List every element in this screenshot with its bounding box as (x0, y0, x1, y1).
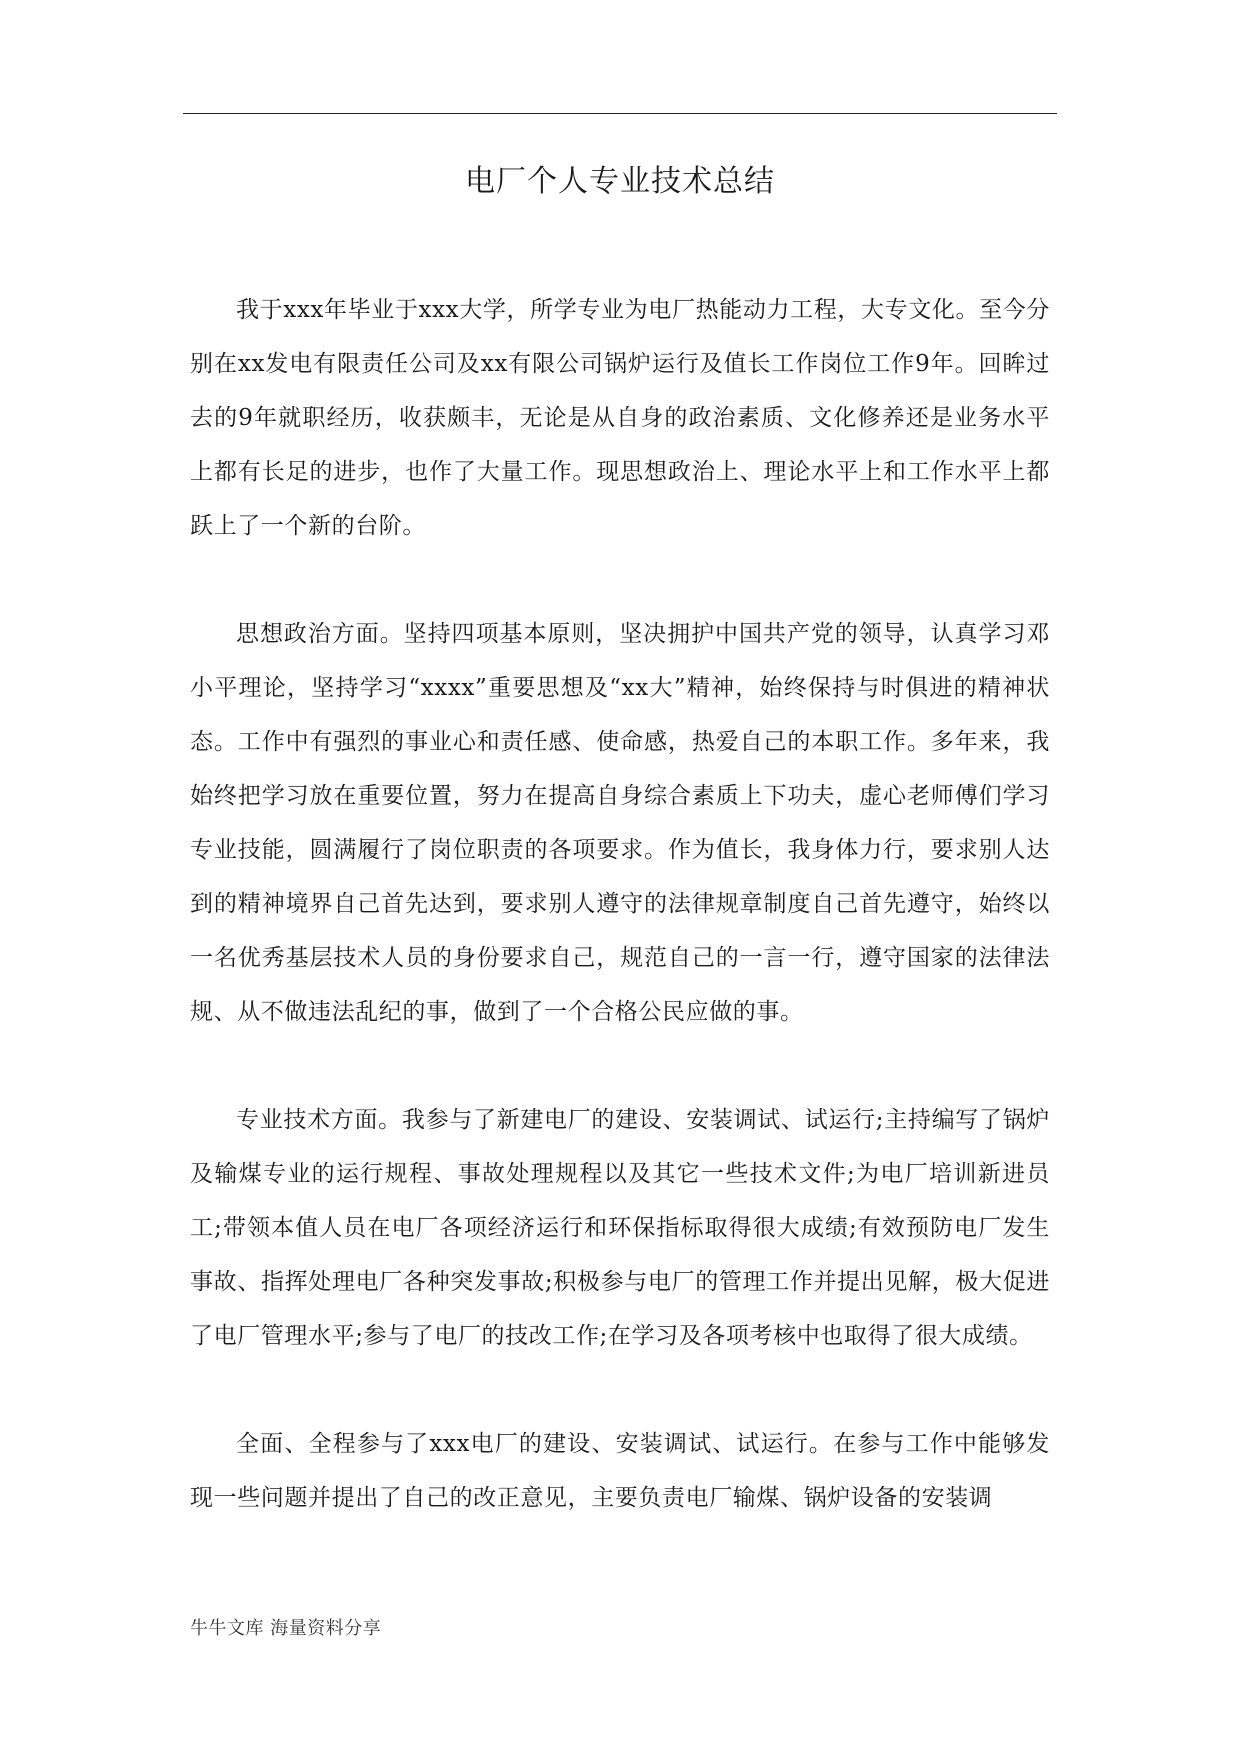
document-body (190, 283, 1050, 1579)
paragraph-technical: 专业技术方面。我参与了新建电厂的建设、安装调试、试运行;主持编写了锅炉及输煤专业的运行规程、事故处理规程以及其它一些技术文件;为电厂培训新进员工;带领本值人员在电厂各项经济运行和环保指标取得很大成绩;有效预防电厂发生事故、指挥处理电厂各种突发事故;积极参与电厂的管理工作并提出见解，极大促进了电厂管理水平;参与了电厂的技改工作;在学习及各项考核中也取得了很大成绩。 (190, 1107, 1050, 1349)
paragraph-education: 我于xxx年毕业于xxx大学，所学专业为电厂热能动力工程，大专文化。至今分别在xx发电有限责任公司及xx有限公司锅炉运行及值长工作岗位工作9年。回眸过去的9年就职经历，收获颇丰，无论是从自身的政治素质、文化修养还是业务水平上都有长足的进步，也作了大量工作。现思想政治上、理论水平上和工作水平上都跃上了一个新的台阶。 (190, 297, 1050, 539)
paragraph-political: 思想政治方面。坚持四项基本原则，坚决拥护中国共产党的领导，认真学习邓小平理论，坚持学习“xxxx”重要思想及“xx大”精神，始终保持与时俱进的精神状态。工作中有强烈的事业心和责任感、使命感，热爱自己的本职工作。多年来，我始终把学习放在重要位置，努力在提高自身综合素质上下功夫，虚心老师傅们学习专业技能，圆满履行了岗位职责的各项要求。作为值长，我身体力行，要求别人达到的精神境界自己首先达到，要求别人遵守的法律规章制度自己首先遵守，始终以一名优秀基层技术人员的身份要求自己，规范自己的一言一行，遵守国家的法律法规、从不做违法乱纪的事，做到了一个合格公民应做的事。 (190, 621, 1050, 1025)
document-title: 电厂个人专业技术总结 (465, 164, 775, 199)
header-rule (183, 113, 1057, 114)
paragraph-construction: 全面、全程参与了xxx电厂的建设、安装调试、试运行。在参与工作中能够发现一些问题并提出了自己的改正意见，主要负责电厂输煤、锅炉设备的安装调 (190, 1431, 1050, 1511)
page-footer: 牛牛文库 海量资料分享 (190, 1618, 382, 1639)
